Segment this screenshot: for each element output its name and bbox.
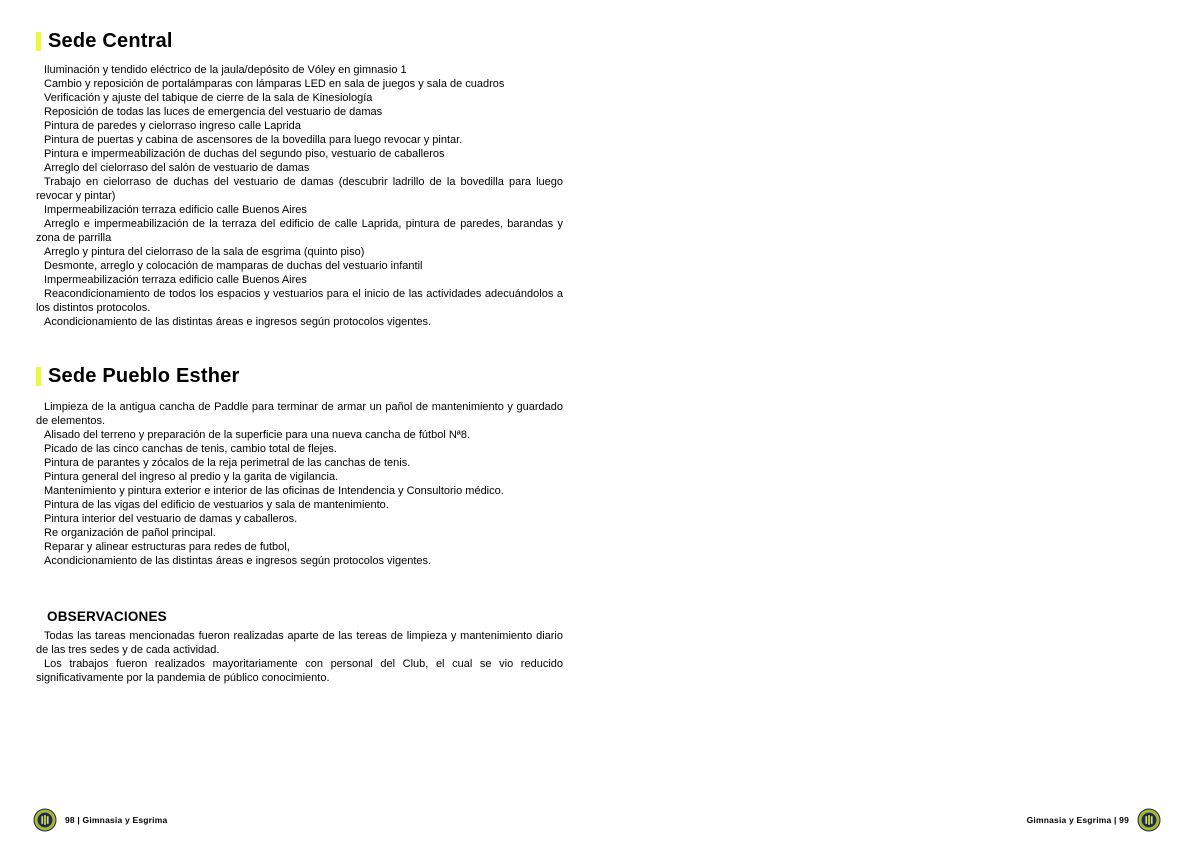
section-title-sede-pueblo-esther xyxy=(36,365,563,387)
task-item: Iluminación y tendido eléctrico de la jaula/depósito de Vóley en gimnasio 1 xyxy=(44,64,407,76)
task-item: Pintura de puertas y cabina de ascensores de la bovedilla para luego revocar y pintar. xyxy=(44,134,463,146)
task-item: Cambio y reposición de portalámparas con lámparas LED en sala de juegos y sala de cuadros xyxy=(44,78,505,90)
page-footer-left xyxy=(33,807,167,833)
task-item: Reacondicionamiento de todos los espacios y vestuarios para el inicio de las actividades adecuándolos a los distintos protocolos. xyxy=(36,288,563,314)
task-item: Limpieza de la antigua cancha de Paddle para terminar de armar un pañol de mantenimiento y guardado de elementos. xyxy=(36,401,563,427)
task-item: Acondicionamiento de las distintas áreas e ingresos según protocolos vigentes. xyxy=(44,555,432,567)
task-item: Impermeabilización terraza edificio calle Buenos Aires xyxy=(44,274,307,286)
task-item: Desmonte, arreglo y colocación de mamparas de duchas del vestuario infantil xyxy=(44,260,423,272)
task-item: Mantenimiento y pintura exterior e interior de las oficinas de Intendencia y Consultorio médico. xyxy=(44,485,504,497)
club-badge-icon xyxy=(1137,808,1161,832)
task-item: Pintura de parantes y zócalos de la reja perimetral de las canchas de tenis. xyxy=(44,457,411,469)
task-item: Re organización de pañol principal. xyxy=(44,527,216,539)
task-item: Verificación y ajuste del tabique de cierre de la sala de Kinesiología xyxy=(44,92,373,104)
sede-pueblo-esther-task-list xyxy=(36,400,563,568)
task-item: Acondicionamiento de las distintas áreas e ingresos según protocolos vigentes. xyxy=(44,316,432,328)
observations-title: OBSERVACIONES xyxy=(47,609,167,624)
task-item: Arreglo e impermeabilización de la terraza del edificio de calle Laprida, pintura de paredes, barandas y zona de parrilla xyxy=(36,218,563,244)
club-badge-icon xyxy=(33,808,57,832)
task-item: Arreglo del cielorraso del salón de vestuario de damas xyxy=(44,162,310,174)
report-page-content xyxy=(36,30,563,685)
task-item: Alisado del terreno y preparación de la superficie para una nueva cancha de fútbol Nª8. xyxy=(44,429,471,441)
task-item: Pintura e impermeabilización de duchas del segundo piso, vestuario de caballeros xyxy=(44,148,445,160)
task-item: Reparar y alinear estructuras para redes de futbol, xyxy=(44,541,290,553)
task-item: Reposición de todas las luces de emergencia del vestuario de damas xyxy=(44,106,383,118)
task-item: Pintura de paredes y cielorraso ingreso calle Laprida xyxy=(44,120,301,132)
section-title-text: Sede Pueblo Esther xyxy=(48,365,240,387)
task-item: Pintura interior del vestuario de damas y caballeros. xyxy=(44,513,298,525)
task-item: Arreglo y pintura del cielorraso de la sala de esgrima (quinto piso) xyxy=(44,246,365,258)
accent-bar-icon xyxy=(36,367,41,386)
sede-central-task-list xyxy=(36,63,563,329)
observation-paragraph: Los trabajos fueron realizados mayoritariamente con personal del Club, el cual se vio reducido significativamente por la pandemia de público conocimiento. xyxy=(36,658,563,684)
section-title-sede-central xyxy=(36,30,563,52)
task-item: Pintura de las vigas del edificio de vestuarios y sala de mantenimiento. xyxy=(44,499,389,511)
page-footer-right xyxy=(1027,807,1161,833)
observations-body xyxy=(36,629,563,685)
accent-bar-icon xyxy=(36,32,41,51)
task-item: Pintura general del ingreso al predio y la garita de vigilancia. xyxy=(44,471,339,483)
task-item: Picado de las cinco canchas de tenis, cambio total de flejes. xyxy=(44,443,337,455)
task-item: Impermeabilización terraza edificio calle Buenos Aires xyxy=(44,204,307,216)
task-item: Trabajo en cielorraso de duchas del vestuario de damas (descubrir ladrillo de la bovedilla para luego revocar y pintar) xyxy=(36,176,563,202)
page-number-left: 98 | Gimnasia y Esgrima xyxy=(65,815,168,825)
section-title-text: Sede Central xyxy=(48,30,173,52)
page-number-right: Gimnasia y Esgrima | 99 xyxy=(1026,815,1129,825)
observation-paragraph: Todas las tareas mencionadas fueron realizadas aparte de las tereas de limpieza y mantenimiento diario de las tres sedes y de cada actividad. xyxy=(36,630,563,656)
